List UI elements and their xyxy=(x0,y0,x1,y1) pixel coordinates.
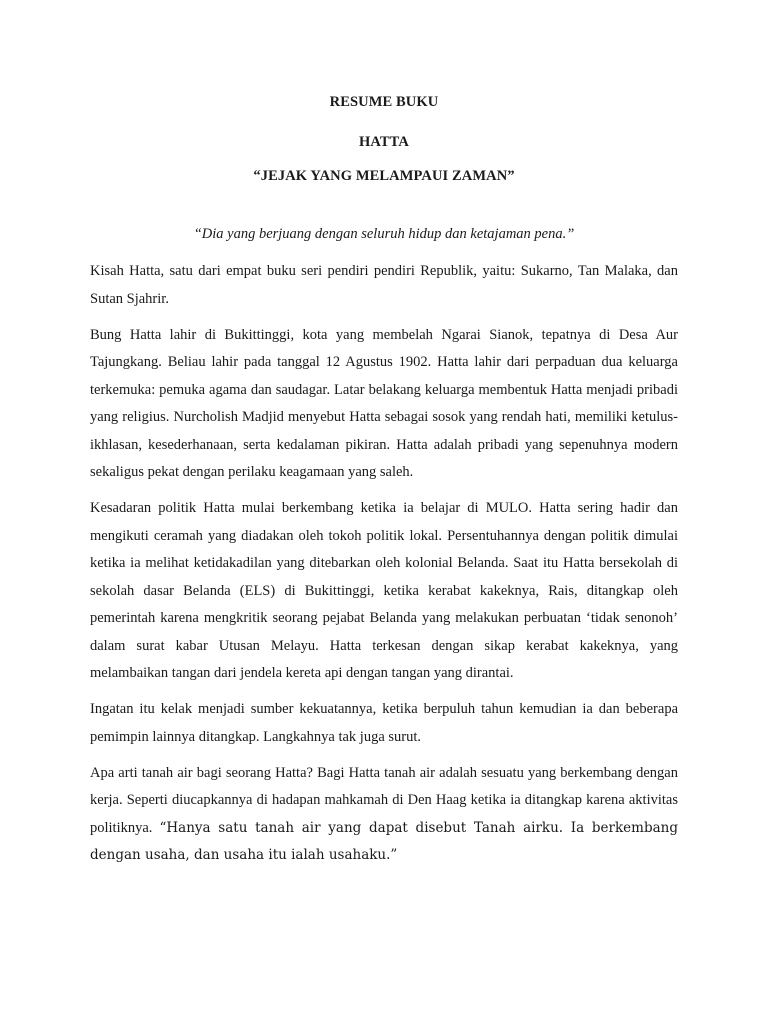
paragraph-5-quote: “Hanya satu tanah air yang dapat disebut Tanah airku. Ia berkembang dengan usaha, dan usaha itu ialah usahaku.” xyxy=(90,819,678,863)
paragraph-4: Ingatan itu kelak menjadi sumber kekuatannya, ketika berpuluh tahun kemudian ia dan beberapa pemimpin lainnya ditangkap. Langkahnya tak juga surut. xyxy=(90,701,678,745)
epigraph-quote: “Dia yang berjuang dengan seluruh hidup dan ketajaman pena.” xyxy=(193,226,575,242)
paragraph-1: Kisah Hatta, satu dari empat buku seri pendiri pendiri Republik, yaitu: Sukarno, Tan Malaka, dan Sutan Sjahrir. xyxy=(90,263,678,307)
title-hatta: HATTA xyxy=(359,134,409,150)
paragraph-5-text: Apa arti tanah air bagi seorang Hatta? Bagi Hatta tanah air adalah sesuatu yang berkembang dengan kerja. Seperti diucapkannya di hadapan mahkamah di Den Haag ketika ia ditangkap karena aktivitas politiknya. xyxy=(90,764,678,836)
paragraph-5 xyxy=(90,760,678,870)
paragraph-3: Kesadaran politik Hatta mulai berkembang ketika ia belajar di MULO. Hatta sering hadir dan mengikuti ceramah yang diadakan oleh tokoh politik lokal. Persentuhannya dengan politik dimulai ketika ia melihat ketidakadilan yang ditebarkan oleh kolonial Belanda. Saat itu Hatta bersekolah di sekolah dasar Belanda (ELS) di Bukittinggi, ketika kerabat kakeknya, Rais, ditangkap oleh pemerintah karena mengkritik seorang pejabat Belanda yang melakukan perbuatan ‘tidak senonoh’ dalam surat kabar Utusan Melayu. Hatta terkesan dengan sikap kerabat kakeknya, yang melambaikan tangan dari jendela kereta api dengan tangan yang dirantai. xyxy=(90,500,678,681)
paragraph-2: Bung Hatta lahir di Bukittinggi, kota yang membelah Ngarai Sianok, tepatnya di Desa Aur Tajungkang. Beliau lahir pada tanggal 12 Agustus 1902. Hatta lahir dari perpaduan dua keluarga terkemuka: pemuka agama dan saudagar. Latar belakang keluarga membentuk Hatta menjadi pribadi yang religius. Nurcholish Madjid menyebut Hatta sebagai sosok yang rendah hati, memiliki ketulus-ikhlasan, kesederhanaan, serta kedalaman pikiran. Hatta adalah pribadi yang sepenuhnya modern sekaligus pekat dengan perilaku keagamaan yang saleh. xyxy=(90,326,678,480)
title-resume-buku: RESUME BUKU xyxy=(329,94,439,110)
body-text xyxy=(90,258,678,878)
title-subtitle: “JEJAK YANG MELAMPAUI ZAMAN” xyxy=(253,168,515,184)
